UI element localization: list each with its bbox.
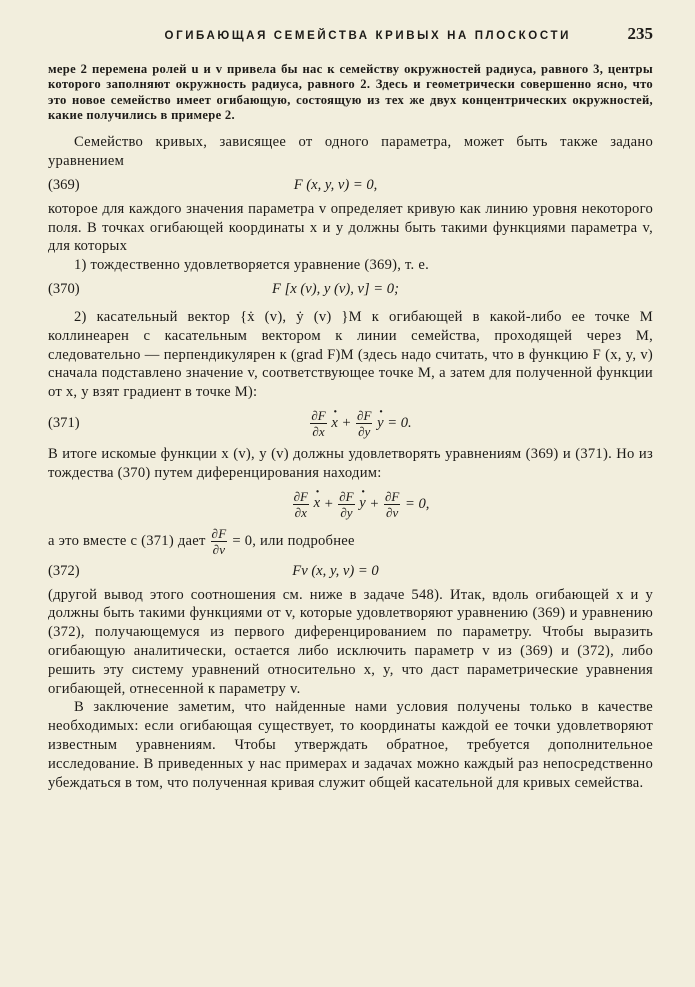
paragraph-partial-v: а это вместе с (371) дает $\frac{\partial F}{\partial v}$ = 0, или подробнее <box>48 525 355 557</box>
paragraph-conclusion-derivation: В итоге искомые функции x (v), y (v) должны удовлетворять уравнениям (369) и (371). Но из тождества (370) путем диференцирования находим: <box>48 445 653 481</box>
page-number: 235 <box>627 24 653 43</box>
partial-fraction: $\frac{\partial F}{\partial v}$ <box>384 488 400 520</box>
equation-expression: Fv (x, y, v) = 0 <box>292 562 379 579</box>
equation-differentiated <box>48 489 653 520</box>
equation-expression: F [x (v), y (v), v] = 0; <box>272 280 399 297</box>
equation-number: (372) <box>48 562 80 579</box>
dot-variable: · x <box>314 495 320 512</box>
equation-370 <box>48 281 653 298</box>
partial-fraction: $\frac{\partial F}{\partial x}$ <box>293 488 308 520</box>
dot-variable: · y <box>359 495 365 512</box>
paragraph-level-line: которое для каждого значения параметра v определяет кривую как линию уровня некоторого поля. В точках огибающей координаты x и y должны быть такими функциями параметра v, для которых <box>48 200 653 255</box>
partial-fraction: $\frac{\partial F}{\partial v}$ <box>211 525 227 557</box>
equation-372 <box>48 563 653 580</box>
equation-369 <box>48 177 653 194</box>
partial-fraction: $\frac{\partial F}{\partial y}$ <box>339 488 354 520</box>
page-header <box>48 24 653 56</box>
equation-expression: $\frac{\partial F}{\partial x}$ · x + $\frac{\partial F}{\partial y}$ · y + $\frac{\partial F}{\partial v}$ = 0, <box>168 489 653 520</box>
partial-fraction: $\frac{\partial F}{\partial x}$ <box>311 407 326 439</box>
equation-371 <box>48 408 653 439</box>
running-head: ОГИБАЮЩАЯ СЕМЕЙСТВА КРИВЫХ НА ПЛОСКОСТИ <box>164 30 571 42</box>
paragraph-family-intro: Семейство кривых, зависящее от одного параметра, может быть также задано уравнением <box>48 134 653 169</box>
equation-expression: F (x, y, v) = 0, <box>293 176 378 193</box>
equation-number: (370) <box>48 280 80 297</box>
equation-expression: $\frac{\partial F}{\partial x}$ · x + $\frac{\partial F}{\partial y}$ · y = 0. <box>168 408 653 439</box>
equation-number: (369) <box>48 176 80 193</box>
paragraph-final-remark: В заключение заметим, что найденные нами условия получены только в качестве необходимых: если огибающая существует, то координаты каждой ее точки удовлетворяют известным уравнениям. Чтобы утверждать обратное, требуется дополнительное исследование. В приведенных у нас примерах и задачах можно каждый раз непосредственно убеждаться в том, что полученная кривая служит общей касательной для кривых семейства. <box>48 699 653 791</box>
paragraph-condition-1: 1) тождественно удовлетворяется уравнение (369), т. е. <box>74 257 429 274</box>
dot-variable: · y <box>377 415 383 432</box>
small-print-paragraph: мере 2 перемена ролей u и v привела бы нас к семейству окружностей радиуса, равного 3, центры которого заполняют окружность радиуса, равного 2. Здесь и геометрически совершенно ясно, что это новое семейство имеет огибающую, состоящую из тех же двух концентрических окружностей, какие получились в примере 2. <box>48 62 653 122</box>
dot-variable: · x <box>331 415 337 432</box>
paragraph-envelope-analytic: (другой вывод этого соотношения см. ниже в задаче 548). Итак, вдоль огибающей x и y должны быть такими функциями от v, которые удовлетворяют уравнению (369) и уравнению (372), получающемуся из первого диференцированием по параметру. Чтобы выразить огибающую аналитически, остается либо исключить параметр v из (369) и (372), либо решить эту систему уравнений относительно x, y, что даст параметрические уравнения огибающей, отнесенной к параметру v. <box>48 586 653 697</box>
partial-fraction: $\frac{\partial F}{\partial y}$ <box>357 407 372 439</box>
paragraph-condition-2: 2) касательный вектор {ẋ (v), ẏ (v) }M к огибающей в какой-либо ее точке M коллинеарен с касательным вектором к линии семейства, проходящей через M, следовательно — перпендикулярен к (grad F)M (здесь надо считать, что в функцию F (x, y, v) сначала подставлено значение v, соответствующее точке M, а затем для полученной функции от x, y взят градиент в точке M): <box>48 308 653 401</box>
equation-number: (371) <box>48 414 80 431</box>
